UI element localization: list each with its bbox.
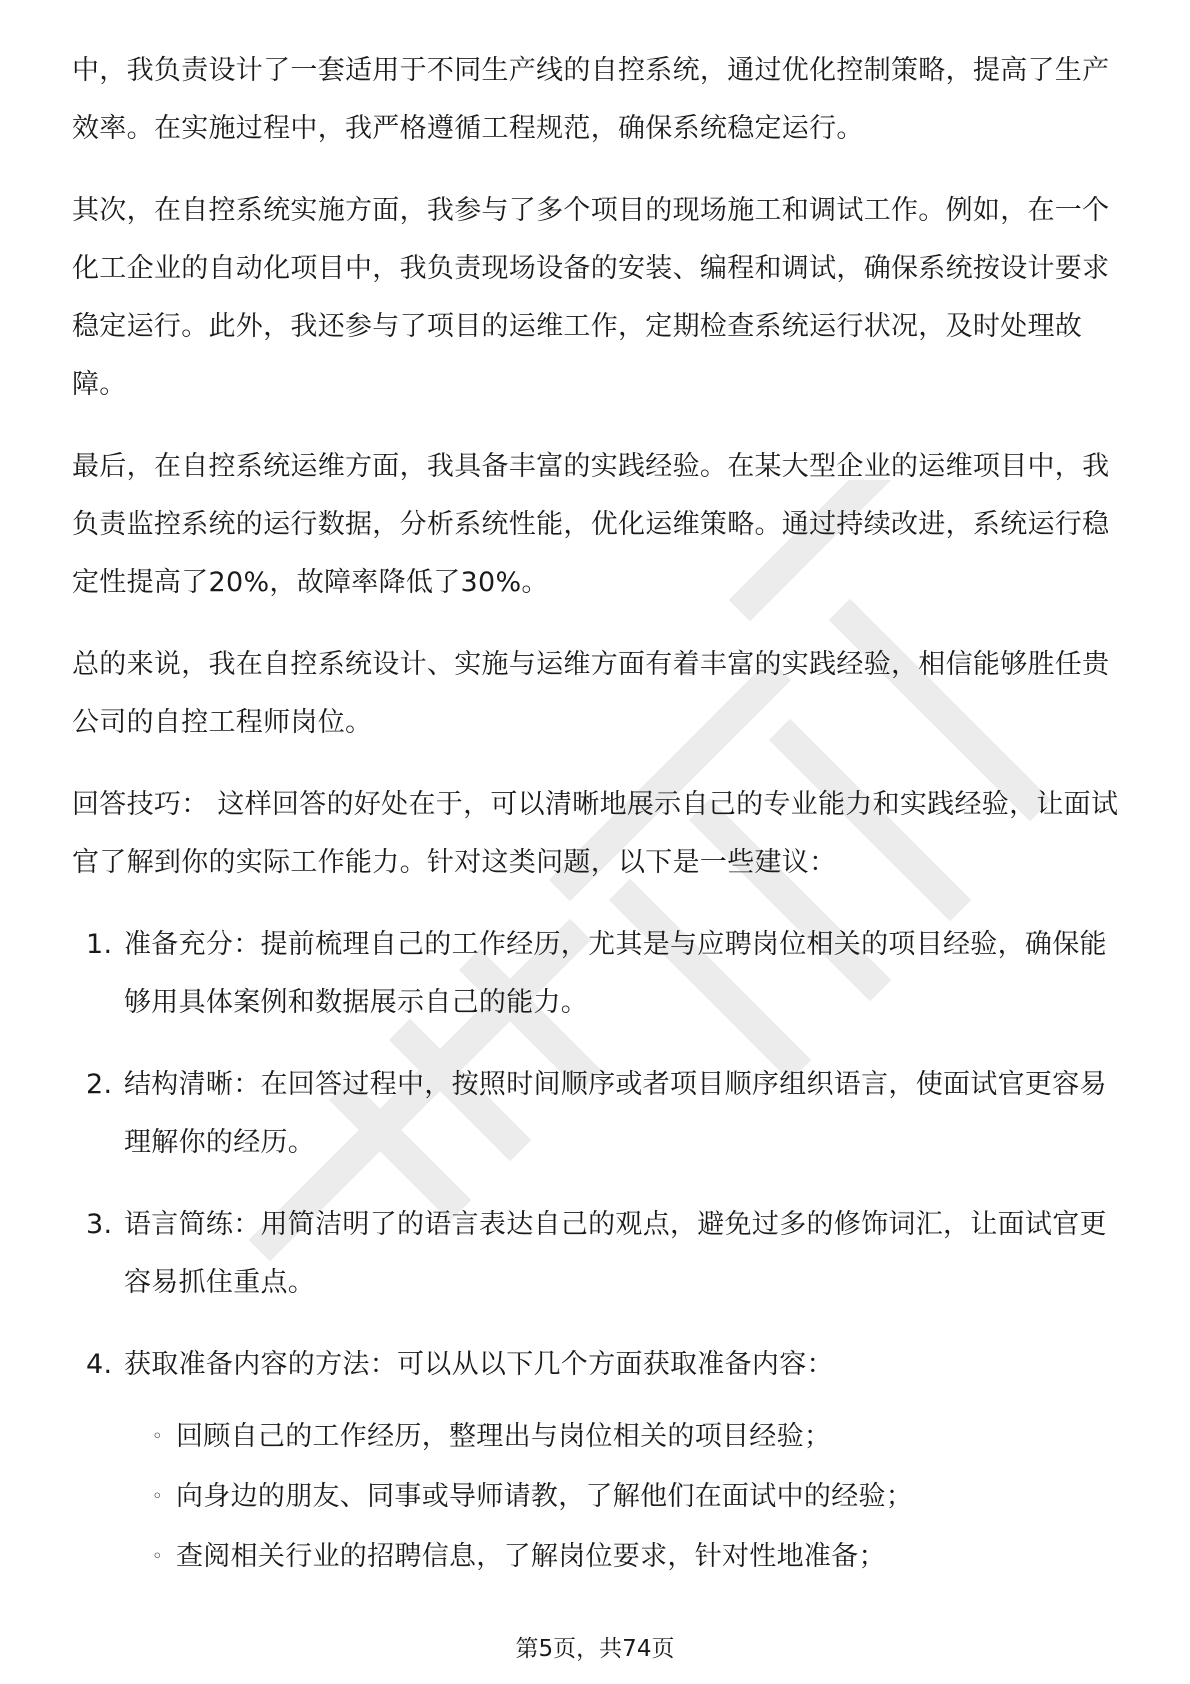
- list-number: 3.: [86, 1209, 113, 1240]
- list-number: 2.: [86, 1069, 113, 1100]
- page-number-footer: 第5页，共74页: [515, 1636, 675, 1662]
- list-item-text: 准备充分：提前梳理自己的工作经历，尤其是与应聘岗位相关的项目经验，确保能够用具体案例和数据展示自己的能力。: [124, 929, 1107, 1018]
- tips-list-item: [72, 1056, 1122, 1172]
- bullet-icon: ◦: [152, 1486, 163, 1507]
- sub-list-item-text: 回顾自己的工作经历，整理出与岗位相关的项目经验；: [176, 1421, 832, 1452]
- sub-list-item: [124, 1468, 1122, 1526]
- sub-list-item: [124, 1408, 1122, 1466]
- list-item-text: 获取准备内容的方法：可以从以下几个方面获取准备内容：: [124, 1349, 834, 1380]
- document-body: [72, 42, 1122, 1610]
- sub-list-item: [124, 1528, 1122, 1586]
- tips-list-item: [72, 1196, 1122, 1312]
- bullet-icon: ◦: [152, 1546, 163, 1567]
- paragraph-4: 总的来说，我在自控系统设计、实施与运维方面有着丰富的实践经验，相信能够胜任贵公司的自控工程师岗位。: [72, 649, 1110, 738]
- sub-list: [124, 1408, 1122, 1586]
- bullet-icon: ◦: [152, 1426, 163, 1447]
- list-number: 1.: [86, 929, 113, 960]
- sub-list-item-text: 向身边的朋友、同事或导师请教，了解他们在面试中的经验；: [176, 1481, 914, 1512]
- list-number: 4.: [86, 1349, 113, 1380]
- list-item-text: 语言简练：用简洁明了的语言表达自己的观点，避免过多的修饰词汇，让面试官更容易抓住重点。: [124, 1209, 1107, 1298]
- tips-list: [72, 916, 1122, 1586]
- answer-tips-paragraph: 回答技巧： 这样回答的好处在于，可以清晰地展示自己的专业能力和实践经验，让面试官了解到你的实际工作能力。针对这类问题，以下是一些建议：: [72, 789, 1119, 878]
- list-item-text: 结构清晰：在回答过程中，按照时间顺序或者项目顺序组织语言，使面试官更容易理解你的经历。: [124, 1069, 1107, 1158]
- tips-list-item: [72, 916, 1122, 1032]
- paragraph-1: 中，我负责设计了一套适用于不同生产线的自控系统，通过优化控制策略，提高了生产效率。在实施过程中，我严格遵循工程规范，确保系统稳定运行。: [72, 55, 1110, 144]
- tips-list-item: [72, 1336, 1122, 1586]
- paragraph-3: 最后，在自控系统运维方面，我具备丰富的实践经验。在某大型企业的运维项目中，我负责监控系统的运行数据，分析系统性能，优化运维策略。通过持续改进，系统运行稳定性提高了20%，故障率降低了30%。: [72, 451, 1110, 598]
- paragraph-2: 其次，在自控系统实施方面，我参与了多个项目的现场施工和调试工作。例如，在一个化工企业的自动化项目中，我负责现场设备的安装、编程和调试，确保系统按设计要求稳定运行。此外，我还参与了项目的运维工作，定期检查系统运行状况，及时处理故障。: [72, 195, 1110, 400]
- sub-list-item-text: 查阅相关行业的招聘信息，了解岗位要求，针对性地准备；: [176, 1541, 886, 1572]
